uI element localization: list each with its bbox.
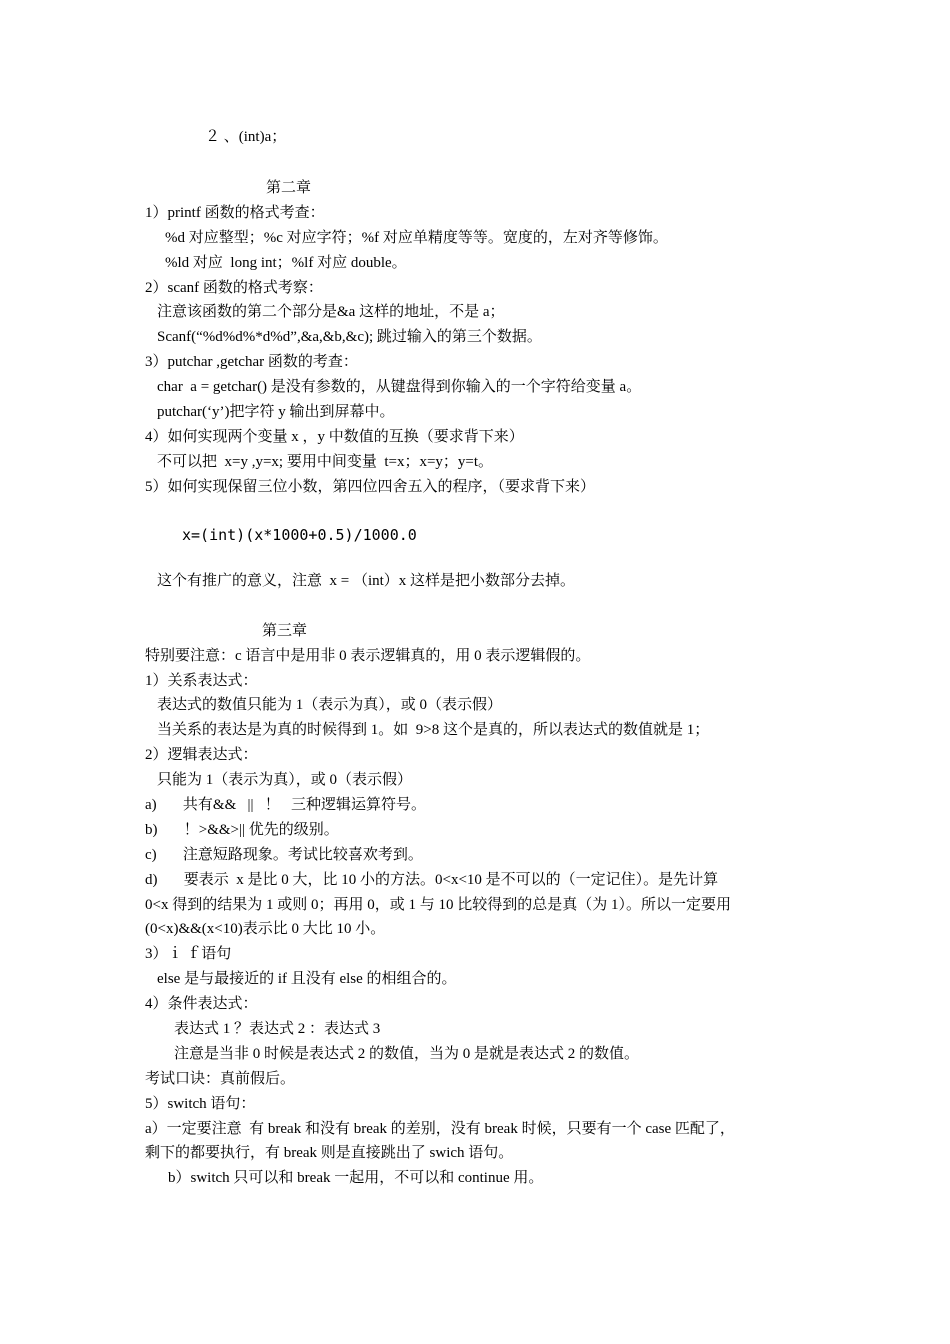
text-line: 注意是当非 0 时候是表达式 2 的数值，当为 0 是就是表达式 2 的数值。: [174, 1046, 640, 1062]
text-line: 2）逻辑表达式：: [145, 747, 258, 763]
text-line: 3）ｉ ｆ语句: [145, 946, 232, 962]
text-line: 当关系的表达是为真的时候得到 1。如 9>8 这个是真的，所以表达式的数值就是 1；: [157, 722, 710, 738]
list-item: a) 共有&& || ！ 三种逻辑运算符号。: [145, 797, 426, 813]
text-line: Scanf(“%d%d%*d%d”,&a,&b,&c); 跳过输入的第三个数据。: [157, 329, 542, 345]
text-line: 4）条件表达式：: [145, 996, 258, 1012]
text-line: 5）如何实现保留三位小数，第四位四舍五入的程序，（要求背下来）: [145, 479, 596, 495]
chapter-heading: 第二章: [266, 180, 312, 196]
text-line: 5）switch 语句：: [145, 1096, 256, 1112]
text-line: 2）scanf 函数的格式考察：: [145, 280, 323, 296]
list-item: b) ！>&&>|| 优先的级别。: [145, 822, 339, 838]
text-line: 不可以把 x=y ,y=x; 要用中间变量 t=x；x=y；y=t。: [157, 454, 494, 470]
text-line: b）switch 只可以和 break 一起用，不可以和 continue 用。: [168, 1170, 544, 1186]
text-line: %ld 对应 long int；%lf 对应 double。: [165, 255, 407, 271]
text-line: 1）关系表达式：: [145, 673, 258, 689]
text-line: a）一定要注意 有 break 和没有 break 的差别，没有 break 时候，只要有一个 case 匹配了，: [145, 1121, 735, 1137]
text-line: 表达式的数值只能为 1（表示为真），或 0（表示假）: [157, 697, 503, 713]
text-line: 考试口诀：真前假后。: [145, 1071, 296, 1087]
text-line: %d 对应整型；%c 对应字符；%f 对应单精度等等。宽度的，左对齐等修饰。: [165, 230, 668, 246]
text-line: 3）putchar ,getchar 函数的考查：: [145, 354, 358, 370]
text-line: else 是与最接近的 if 且没有 else 的相组合的。: [157, 971, 457, 987]
text-line: char a = getchar() 是没有参数的，从键盘得到你输入的一个字符给变量 a。: [157, 379, 642, 395]
text-line: 表达式 1 ？表达式 2 ：表达式 3: [174, 1021, 381, 1037]
list-item: c) 注意短路现象。考试比较喜欢考到。: [145, 847, 423, 863]
text-line: 特别要注意：c 语言中是用非 0 表示逻辑真的，用 0 表示逻辑假的。: [145, 648, 591, 664]
text-line: 只能为 1（表示为真），或 0（表示假）: [157, 772, 413, 788]
text-line: 这个有推广的意义，注意 x = （int）x 这样是把小数部分去掉。: [157, 573, 576, 589]
text-line: (0<x)&&(x<10)表示比 0 大比 10 小。: [145, 921, 386, 937]
text-line: 0<x 得到的结果为 1 或则 0；再用 0，或 1 与 10 比较得到的总是真（为 1）。所以一定要用: [145, 897, 731, 913]
text-line: ２ 、(int)a；: [205, 129, 287, 145]
text-line: putchar(‘y’)把字符 y 输出到屏幕中。: [157, 404, 395, 420]
code-line: x=(int)(x*1000+0.5)/1000.0: [182, 526, 417, 544]
chapter-heading: 第三章: [262, 623, 308, 639]
text-line: 注意该函数的第二个部分是&a 这样的地址，不是 a；: [157, 304, 505, 320]
text-line: 1）printf 函数的格式考查：: [145, 205, 325, 221]
list-item: d) 要表示 x 是比 0 大，比 10 小的方法。0<x<10 是不可以的（一定记住）。是先计算: [145, 872, 719, 888]
text-line: 剩下的都要执行，有 break 则是直接跳出了 swich 语句。: [145, 1145, 514, 1161]
text-line: 4）如何实现两个变量 x ，y 中数值的互换（要求背下来）: [145, 429, 524, 445]
